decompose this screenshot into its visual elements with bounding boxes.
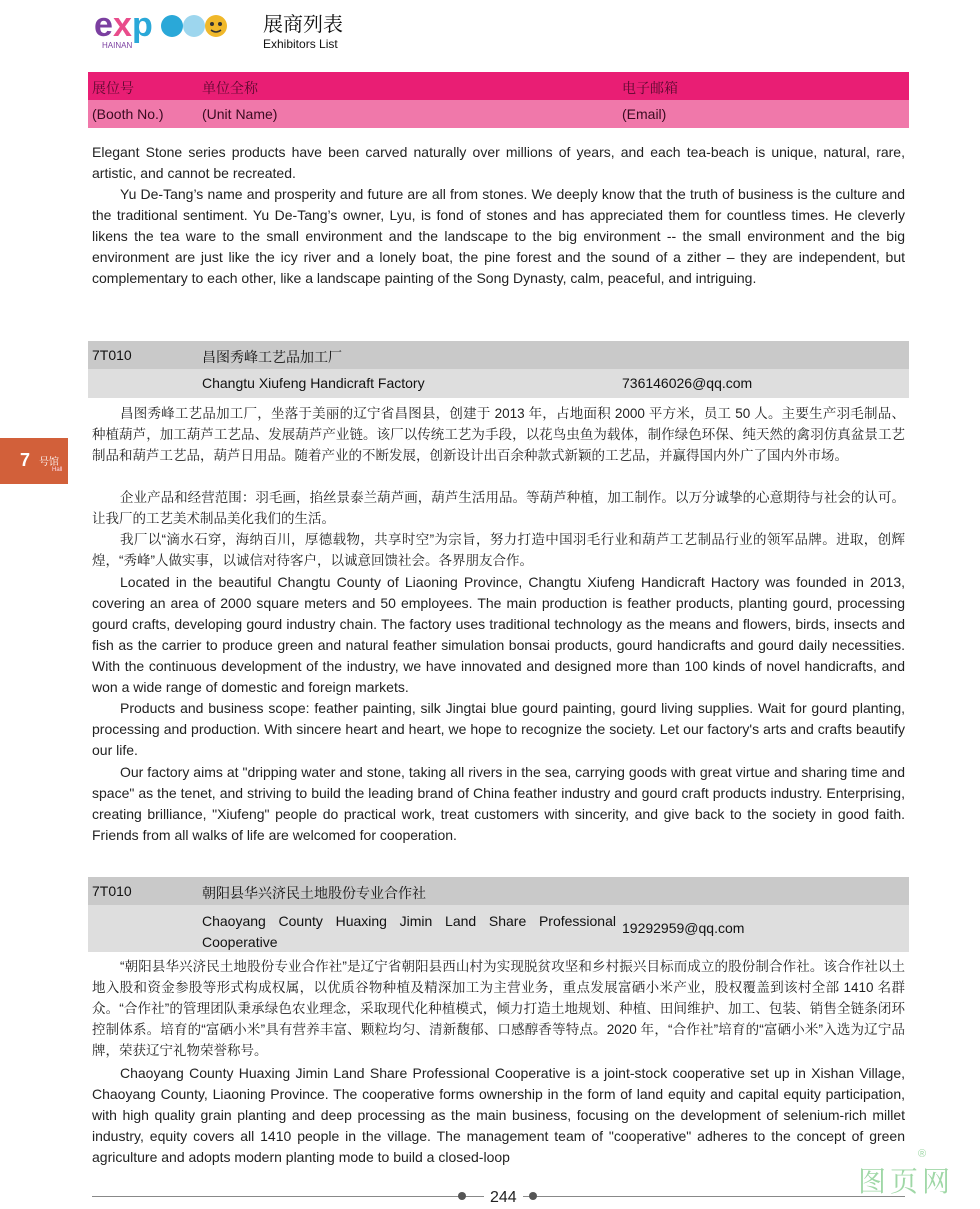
hall-label: 号馆 [39,457,59,468]
watermark: 图页网 [858,1165,955,1198]
logo-text: e [94,8,113,44]
footer-dot-icon [458,1192,466,1200]
page-title-en: Exhibitors List [263,37,338,51]
svg-text:p: p [132,8,153,44]
description-en: Our factory aims at "dripping water and stone, taking all rivers in the sea, carrying goods with great virtue and sharing time and space" as the tenet, and striving to build the leading brand of China feather industry and gourd craft products industry. Enterprising, creating brilliance, "Xiufeng" people do practical work, treat customers with sincerity, and give back to the society in good faith. Friends from all walks of life are welcomed for cooperation. [92,764,905,843]
exhibitor-row-en [88,905,909,952]
description-cn: “朝阳县华兴济民土地股份专业合作社”是辽宁省朝阳县西山村为实现脱贫攻坚和乡村振兴目标而成立的股份制合作社。该合作社以土地入股和资金参股等形式构成权属，以优质谷物种植及精深加工为主营业务，重点发展富硒小米产业，股权覆盖到该村全部 1410 名群众。“合作社”的管理团队秉承绿色农业理念，采取现代化种植模式，倾力打造土地规划、种植、田间维护、加工、包装、销售全链条闭环控制体系。培育的“富硒小米”具有营养丰富、颗粒均匀、清新馥郁、口感醇香等特点。2020 年，“合作社”培育的“富硒小米”入选为辽宁品牌，荣获辽宁礼物荣誉称号。 [92,959,905,1058]
table-header-row-cn [88,72,909,100]
description-en: Chaoyang County Huaxing Jimin Land Share Professional Cooperative is a joint-stock cooperative set up in Xishan Village, Chaoyang County, Liaoning Province. The cooperative forms ownership in the form of land equity and capital equity participation, with high quality grain planting and deep processing as the main business, focusing on the development of selenium-rich millet industry, equity covers all 1410 people in the village. The management team of "cooperative" adheres to the concept of green agriculture and adopts modern planting mode to build a closed-loop [92,1065,905,1165]
exhibitor-row-cn [88,877,909,905]
table-header-row-en [88,100,909,128]
footer-dot-icon [529,1192,537,1200]
exhibitor-name-en: Chaoyang County Huaxing Jimin Land Share Professional Cooperative [202,913,616,950]
description-cn: 企业产品和经营范围：羽毛画，掐丝景泰兰葫芦画，葫芦生活用品。等葫芦种植，加工制作。以万分诚挚的心意期待与社会的认可。让我厂的工艺美术制品美化我们的生活。 [92,490,905,526]
description-cn: 昌图秀峰工艺品加工厂，坐落于美丽的辽宁省昌图县，创建于 2013 年，占地面积 2000 平方米，员工 50 人。主要生产羽毛制品、种植葫芦，加工葫芦工艺品、发展葫芦产业链。该厂以传统工艺为手段，以花鸟虫鱼为载体，制作绿色环保、纯天然的禽羽仿真盆景工艺制品和葫芦工艺品，葫芦日用品。随着产业的不断发展，创新设计出百余种款式新颖的工艺品，并赢得国内外广了国内外市场。 [92,406,905,463]
watermark-registered-icon: ® [918,1148,927,1160]
exhibitor-name-en: Changtu Xiufeng Handicraft Factory [202,375,425,391]
description-cn: 我厂以“滴水石穿，海纳百川，厚德载物，共享时空”为宗旨，努力打造中国羽毛行业和葫芦工艺制品行业的领军品牌。进取，创辉煌，“秀峰”人做实事，以诚信对待客户，以诚意回馈社会。各界朋友合作。 [92,532,905,568]
booth-number: 7T010 [92,347,132,363]
exhibitor-row-cn [88,341,909,369]
booth-number: 7T010 [92,883,132,899]
header-booth-en: (Booth No.) [92,106,164,122]
logo-sub-text: HAINAN [102,41,133,50]
intro-paragraph: Elegant Stone series products have been carved naturally over millions of years, and each tea-beach is unique, natural, rare, artistic, and cannot be recreated. [92,144,905,181]
page-number: 244 [484,1189,523,1207]
exhibitor-email[interactable]: 19292959@qq.com [622,920,745,936]
header-unit-cn: 单位全称 [202,80,258,96]
description-en: Products and business scope: feather painting, silk Jingtai blue gourd painting, gourd living supplies. Wait for gourd planting, processing and production. With sincere heart and heart, we hope to recognize the society. Let our factory's arts and crafts beautify our life. [92,700,905,758]
exhibitor-name-cn: 昌图秀峰工艺品加工厂 [202,349,342,365]
exhibitor-name-cn: 朝阳县华兴济民土地股份专业合作社 [202,885,426,901]
header-unit-en: (Unit Name) [202,106,278,122]
hall-number: 7 [20,450,31,470]
exhibitor-row-en [88,369,909,398]
header-booth-cn: 展位号 [92,80,134,96]
expo-hainan-logo [94,8,244,52]
hall-sub-label: Hall [52,467,63,473]
svg-text:x: x [113,8,132,44]
hall-side-tab [0,438,68,484]
header-email-en: (Email) [622,106,667,122]
exhibitor-email[interactable]: 736146026@qq.com [622,375,753,391]
intro-paragraph: Yu De-Tang’s name and prosperity and future are all from stones. We deeply know that the truth of business is the culture and the traditional sentiment. Yu De-Tang’s owner, Lyu, is fond of stones and has appreciated them for countless times. He cleverly likens the tea ware to the small environment and the landscape to the big environment -- the small environment and the big environment are just like the icy river and a lonely boat, the pine forest and the sound of a zither – they are independent, but complementary to each other, like a landscape painting of the Song Dynasty, calm, peaceful, and intriguing. [92,186,905,286]
header-email-cn: 电子邮箱 [622,80,678,96]
page-title-cn: 展商列表 [263,14,343,36]
description-en: Located in the beautiful Changtu County of Liaoning Province, Changtu Xiufeng Handicraft Hactory was founded in 2013, covering an area of 2000 square meters and 50 employees. The main production is feather products, planting gourd, processing gourd crafts, developing gourd industry chain. The factory uses traditional technology as the means and flowers, birds, insects and fish as the carrier to produce green and natural feather simulation bonsai products, gourd handicrafts and gourd daily necessities. With the continuous development of the industry, we have innovated and designed more than 100 kinds of novel handicrafts, and won a wide range of domestic and foreign markets. [92,574,905,695]
logo-circle-icon [161,15,183,37]
